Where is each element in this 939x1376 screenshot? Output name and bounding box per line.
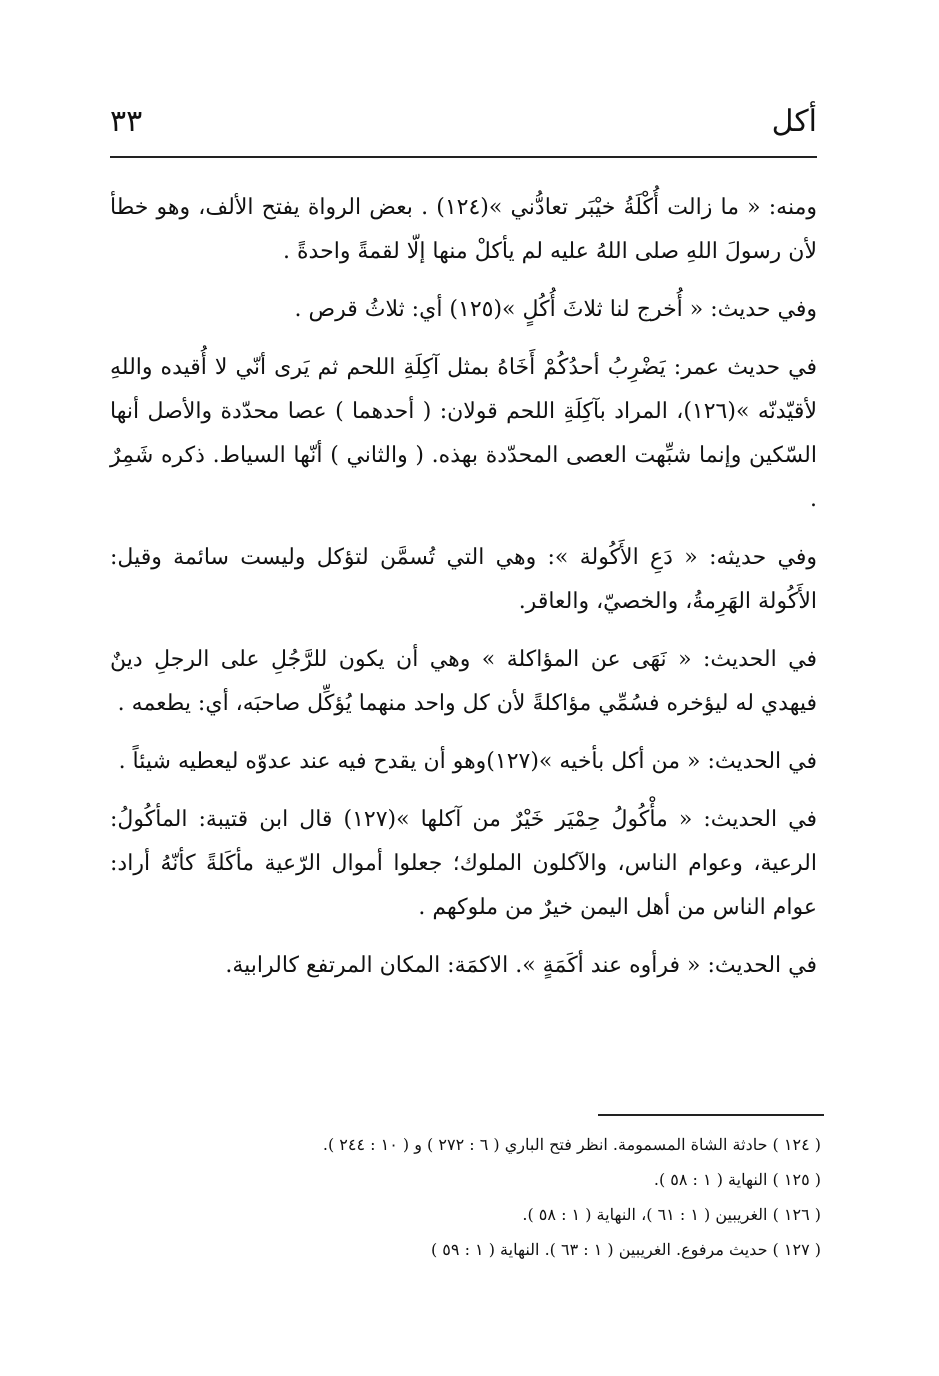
footnote: ( ١٢٦ ) الغريبين ( ١ : ٦١ )، النهاية ( ١ : ٥٨ ). — [522, 1205, 821, 1224]
paragraph: في الحديث: « نَهَى عن المؤاكلة » وهي أن يكون للرَّجُلِ على الرجلِ دينٌ فيهدي له ليؤخره فسُمِّي مؤاكلةً لأن كل واحد منهما يُؤكِّل صاحبَه، أي: يطعمه . — [110, 647, 817, 716]
running-header — [110, 92, 817, 150]
header-title: أكل — [771, 103, 817, 139]
footnotes — [110, 1134, 821, 1274]
footnote-divider — [598, 1114, 824, 1116]
paragraph: في الحديث: « من أكل بأخيه »(١٢٧)وهو أن يقدح فيه عند عدوّه ليعطيه شيئاً . — [118, 749, 817, 774]
page-number: ٣٣ — [110, 103, 143, 139]
main-text — [110, 186, 817, 1002]
footnote: ( ١٢٤ ) حادثة الشاة المسمومة. انظر فتح الباري ( ٦ : ٢٧٢ ) و ( ١٠ : ٢٤٤ ). — [322, 1135, 821, 1154]
paragraph: في الحديث: « فرأوه عند أكَمَةٍ ». الاكمَة: المكان المرتفع كالرابية. — [225, 953, 817, 978]
footnote: ( ١٢٥ ) النهاية ( ١ : ٥٨ ). — [653, 1170, 821, 1189]
footnote: ( ١٢٧ ) حديث مرفوع. الغريبين ( ١ : ٦٣ ). النهاية ( ١ : ٥٩ ) — [430, 1240, 821, 1259]
paragraph: وفي حديثه: « دَعِ الأَكُولة »: وهي التي تُسمَّن لتؤكل وليست سائمة وقيل: الأَكُولة الهَرِمةُ، والخصيّ، والعاقر. — [110, 545, 817, 614]
paragraph: ومنه: « ما زالت أُكْلَةُ خيْبَر تعادُّني »(١٢٤) . بعض الرواة يفتح الألف، وهو خطأ لأن رسولَ اللهِ صلى اللهُ عليه لم يأكلْ منها إلّا لقمةً واحدةً . — [110, 195, 817, 264]
paragraph: في الحديث: « مأْكُولُ حِمْيَر خَيْرٌ من آكلها »(١٢٧) قال ابن قتيبة: المأكُولُ: الرعية، وعوام الناس، والآكلون الملوك؛ جعلوا أموال الرّعية مأكَلةً كأنّهُ أراد: عوام الناس من أهل اليمن خيرٌ من ملوكهم . — [110, 807, 817, 920]
paragraph: وفي حديث: « أُخرج لنا ثلاثَ أُكُلٍ »(١٢٥) أي: ثلاثُ قرص . — [294, 297, 817, 322]
paragraph: في حديث عمر: يَضْرِبُ أحدُكُمْ أَخَاهُ بمثل آكِلَةِ اللحم ثم يَرى أنّي لا أُقيده واللهِ لأقيّدنّه »(١٢٦)، المراد بآكِلَةِ اللحم قولان: ( أحدهما ) عصا محدّدة والأصل أنها السّكين وإنما شبِّهت العصى المحدّدة بهذه. ( والثاني ) أنّها السياط. ذكره شَمِرٌ . — [110, 355, 817, 512]
header-divider — [110, 156, 817, 158]
